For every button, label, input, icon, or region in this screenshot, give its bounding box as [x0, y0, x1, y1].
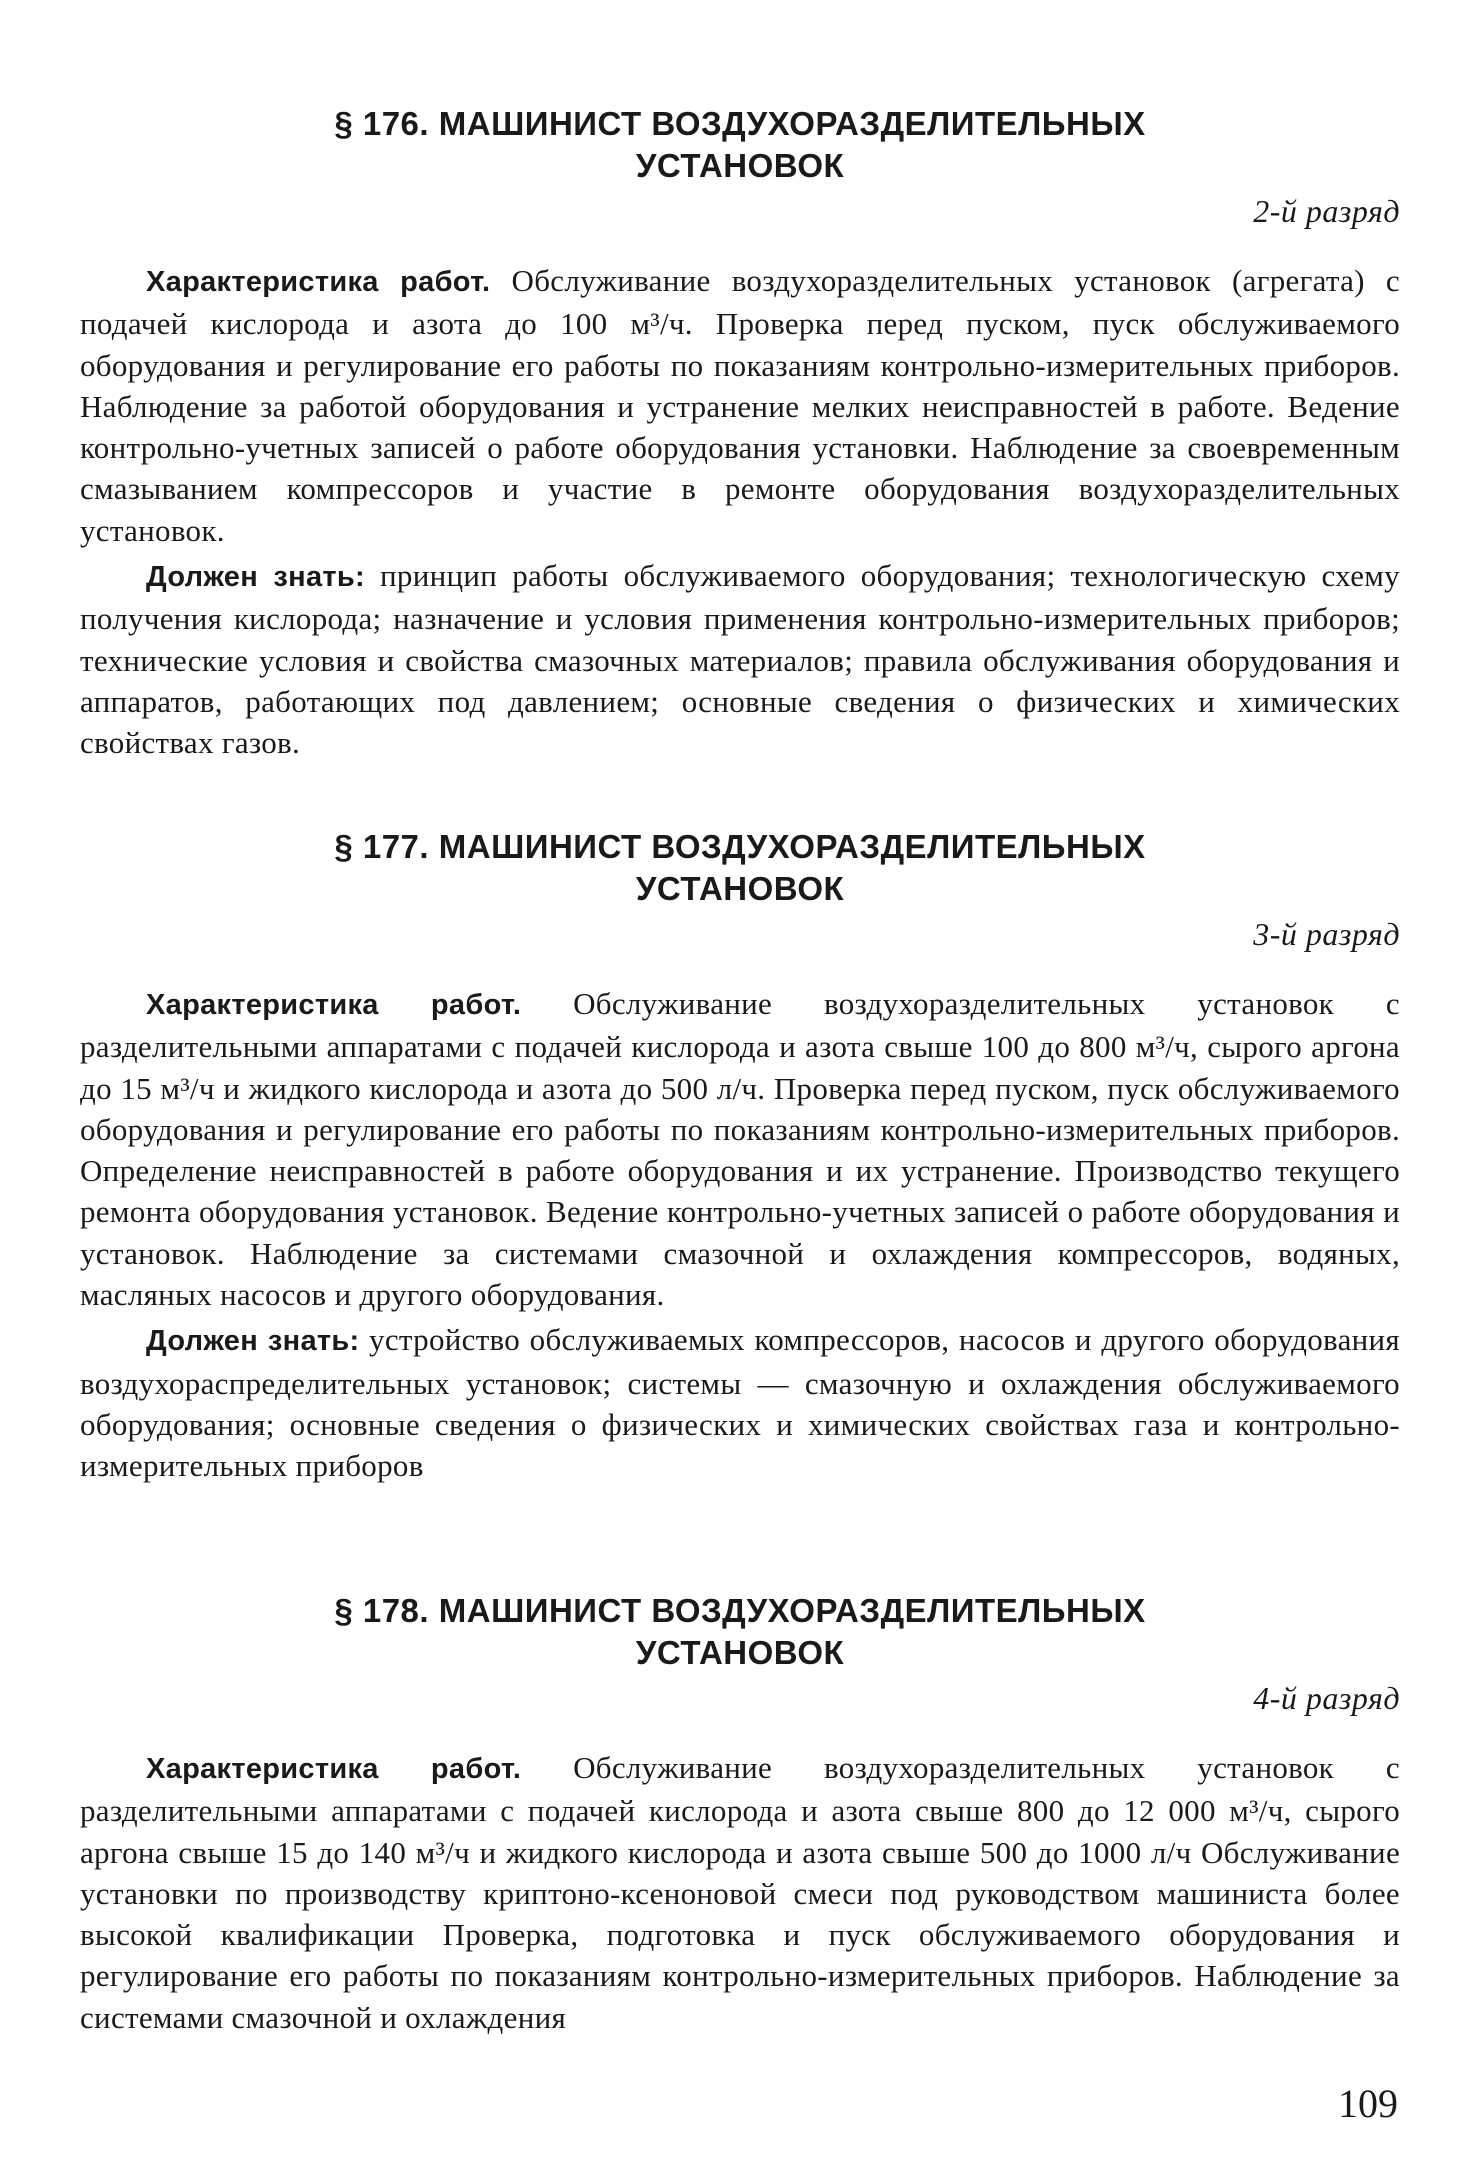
- page-number: 109: [1338, 2081, 1398, 2126]
- grade-label: 4-й разряд: [1253, 1680, 1400, 1716]
- paragraph-lead: Характеристика работ.: [146, 266, 491, 298]
- section-title-line2: УСТАНОВОК: [635, 147, 845, 184]
- section-178: [80, 1590, 1400, 2038]
- section-title-line1: § 176. МАШИНИСТ ВОЗДУХОРАЗДЕЛИТЕЛЬНЫХ: [334, 105, 1146, 142]
- section-title: [80, 826, 1400, 910]
- must-know-paragraph: [80, 1319, 1400, 1486]
- paragraph-text: принцип работы обслуживаемого оборудования; технологическую схему получения кислорода; назначение и условия применения контрольно-измерительных приборов; технические условия и свойства смазочных материалов; правила обслуживания оборудования и аппаратов, работающих под давлением; основные сведения о физических и химических свойствах газов.: [80, 558, 1400, 761]
- paragraph-lead: Характеристика работ.: [146, 1753, 522, 1785]
- section-title: [80, 103, 1400, 187]
- job-description-paragraph: [80, 983, 1400, 1315]
- paragraph-lead: Должен знать:: [146, 561, 365, 594]
- grade-label: 2-й разряд: [1253, 193, 1400, 229]
- section-title: [80, 1590, 1400, 1674]
- paragraph-text: Обслуживание воздухоразделительных установок с разделительными аппаратами с подачей кислорода и азота свыше 100 до 800 м³/ч, сырого аргона до 15 м³/ч и жидкого кислорода и азота до 500 л/ч. Проверка перед пуском, пуск обслуживаемого оборудования и регулирование его работы по показаниям контрольно-измерительных приборов. Определение неисправностей в работе оборудования и их устранение. Производство текущего ремонта оборудования установок. Ведение контрольно-учетных записей о работе оборудования и установок. Наблюдение за системами смазочной и охлаждения компрессоров, водяных, масляных насосов и другого оборудования.: [80, 986, 1400, 1313]
- grade-label: 3-й разряд: [1253, 916, 1400, 952]
- paragraph-lead: Должен знать:: [146, 1325, 360, 1358]
- must-know-paragraph: [80, 555, 1400, 763]
- job-description-paragraph: [80, 1747, 1400, 2038]
- section-title-line1: § 177. МАШИНИСТ ВОЗДУХОРАЗДЕЛИТЕЛЬНЫХ: [334, 828, 1146, 865]
- job-description-paragraph: [80, 260, 1400, 551]
- section-title-line1: § 178. МАШИНИСТ ВОЗДУХОРАЗДЕЛИТЕЛЬНЫХ: [334, 1592, 1146, 1629]
- section-177: [80, 826, 1400, 1487]
- paragraph-text: Обслуживание воздухоразделительных установок (агрегата) с подачей кислорода и азота до 100 м³/ч. Проверка перед пуском, пуск обслуживаемого оборудования и регулирование его работы по показаниям контрольно-измерительных приборов. Наблюдение за работой оборудования и устранение мелких неисправностей в работе. Ведение контрольно-учетных записей о работе оборудования установки. Наблюдение за своевременным смазыванием компрессоров и участие в ремонте оборудования воздухоразделительных установок.: [80, 263, 1400, 548]
- paragraph-text: устройство обслуживаемых компрессоров, насосов и другого оборудования воздухораспределительных установок; системы — смазочную и охлаждения обслуживаемого оборудования; основные сведения о физических и химических свойствах газа и контрольно-измерительных приборов: [80, 1322, 1400, 1484]
- section-176: [80, 103, 1400, 764]
- section-title-line2: УСТАНОВОК: [635, 1634, 845, 1671]
- paragraph-text: Обслуживание воздухоразделительных установок с разделительными аппаратами с подачей кислорода и азота свыше 800 до 12 000 м³/ч, сырого аргона свыше 15 до 140 м³/ч и жидкого кислорода и азота свыше 500 до 1000 л/ч Обслуживание установки по производству криптоно-ксеноновой смеси под руководством машиниста более высокой квалификации Проверка, подготовка и пуск обслуживаемого оборудования и регулирование его работы по показаниям контрольно-измерительных приборов. Наблюдение за системами смазочной и охлаждения: [80, 1750, 1400, 2035]
- section-title-line2: УСТАНОВОК: [635, 870, 845, 907]
- paragraph-lead: Характеристика работ.: [146, 989, 522, 1021]
